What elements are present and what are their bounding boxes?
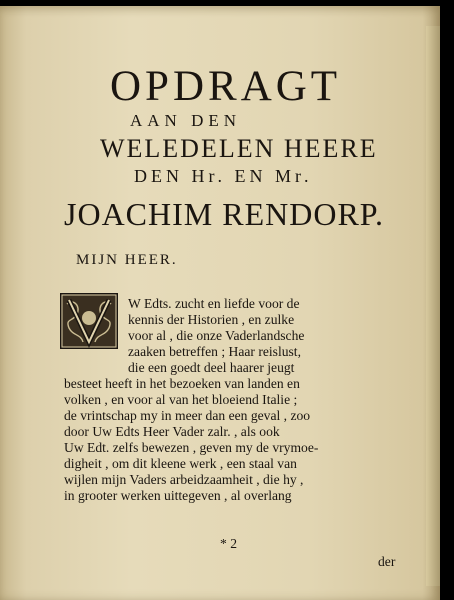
page-edge: [426, 26, 440, 586]
body-line-8: de vrintschap my in meer dan een geval , zoo: [64, 408, 311, 423]
body-line-1: W Edts. zucht en liefde voor de: [128, 296, 300, 311]
body-line-13: in grooter werken uittegeven , al overlang: [64, 488, 292, 503]
dedication-line-3: DEN Hr. EN Mr.: [134, 166, 313, 186]
salutation: MIJN HEER.: [76, 252, 178, 268]
body-line-6: besteet heeft in het bezoeken van landen en: [64, 376, 300, 391]
signature-mark: * 2: [220, 536, 237, 551]
ornamental-initial: [60, 293, 118, 349]
ornamental-initial-icon: [61, 294, 117, 348]
body-line-4: zaaken betreffen ; Haar reislust,: [128, 344, 301, 359]
catchword: der: [378, 554, 396, 569]
body-line-7: volken , en voor al van het bloeiend Italie ;: [64, 392, 298, 407]
dedication-line-2: WELEDELEN HEERE: [100, 134, 378, 163]
body-line-5: die een goedt deel haarer jeugt: [128, 360, 295, 375]
body-line-11: digheit , om dit kleene werk , een staal van: [64, 456, 297, 471]
body-line-10: Uw Edt. zelfs bewezen , geven my de vrymoe-: [64, 440, 319, 455]
body-line-3: voor al , die onze Vaderlandsche: [128, 328, 305, 343]
body-line-9: door Uw Edts Heer Vader zalr. , als ook: [64, 424, 280, 439]
body-line-12: wijlen mijn Vaders arbeidzaamheit , die hy ,: [64, 472, 304, 487]
dedication-recipient: JOACHIM RENDORP.: [64, 196, 385, 232]
dedication-line-1: AAN DEN: [130, 111, 242, 130]
body-line-2: kennis der Historien , en zulke: [128, 312, 295, 327]
dedication-title: OPDRAGT: [110, 63, 342, 110]
book-page: [0, 6, 440, 600]
